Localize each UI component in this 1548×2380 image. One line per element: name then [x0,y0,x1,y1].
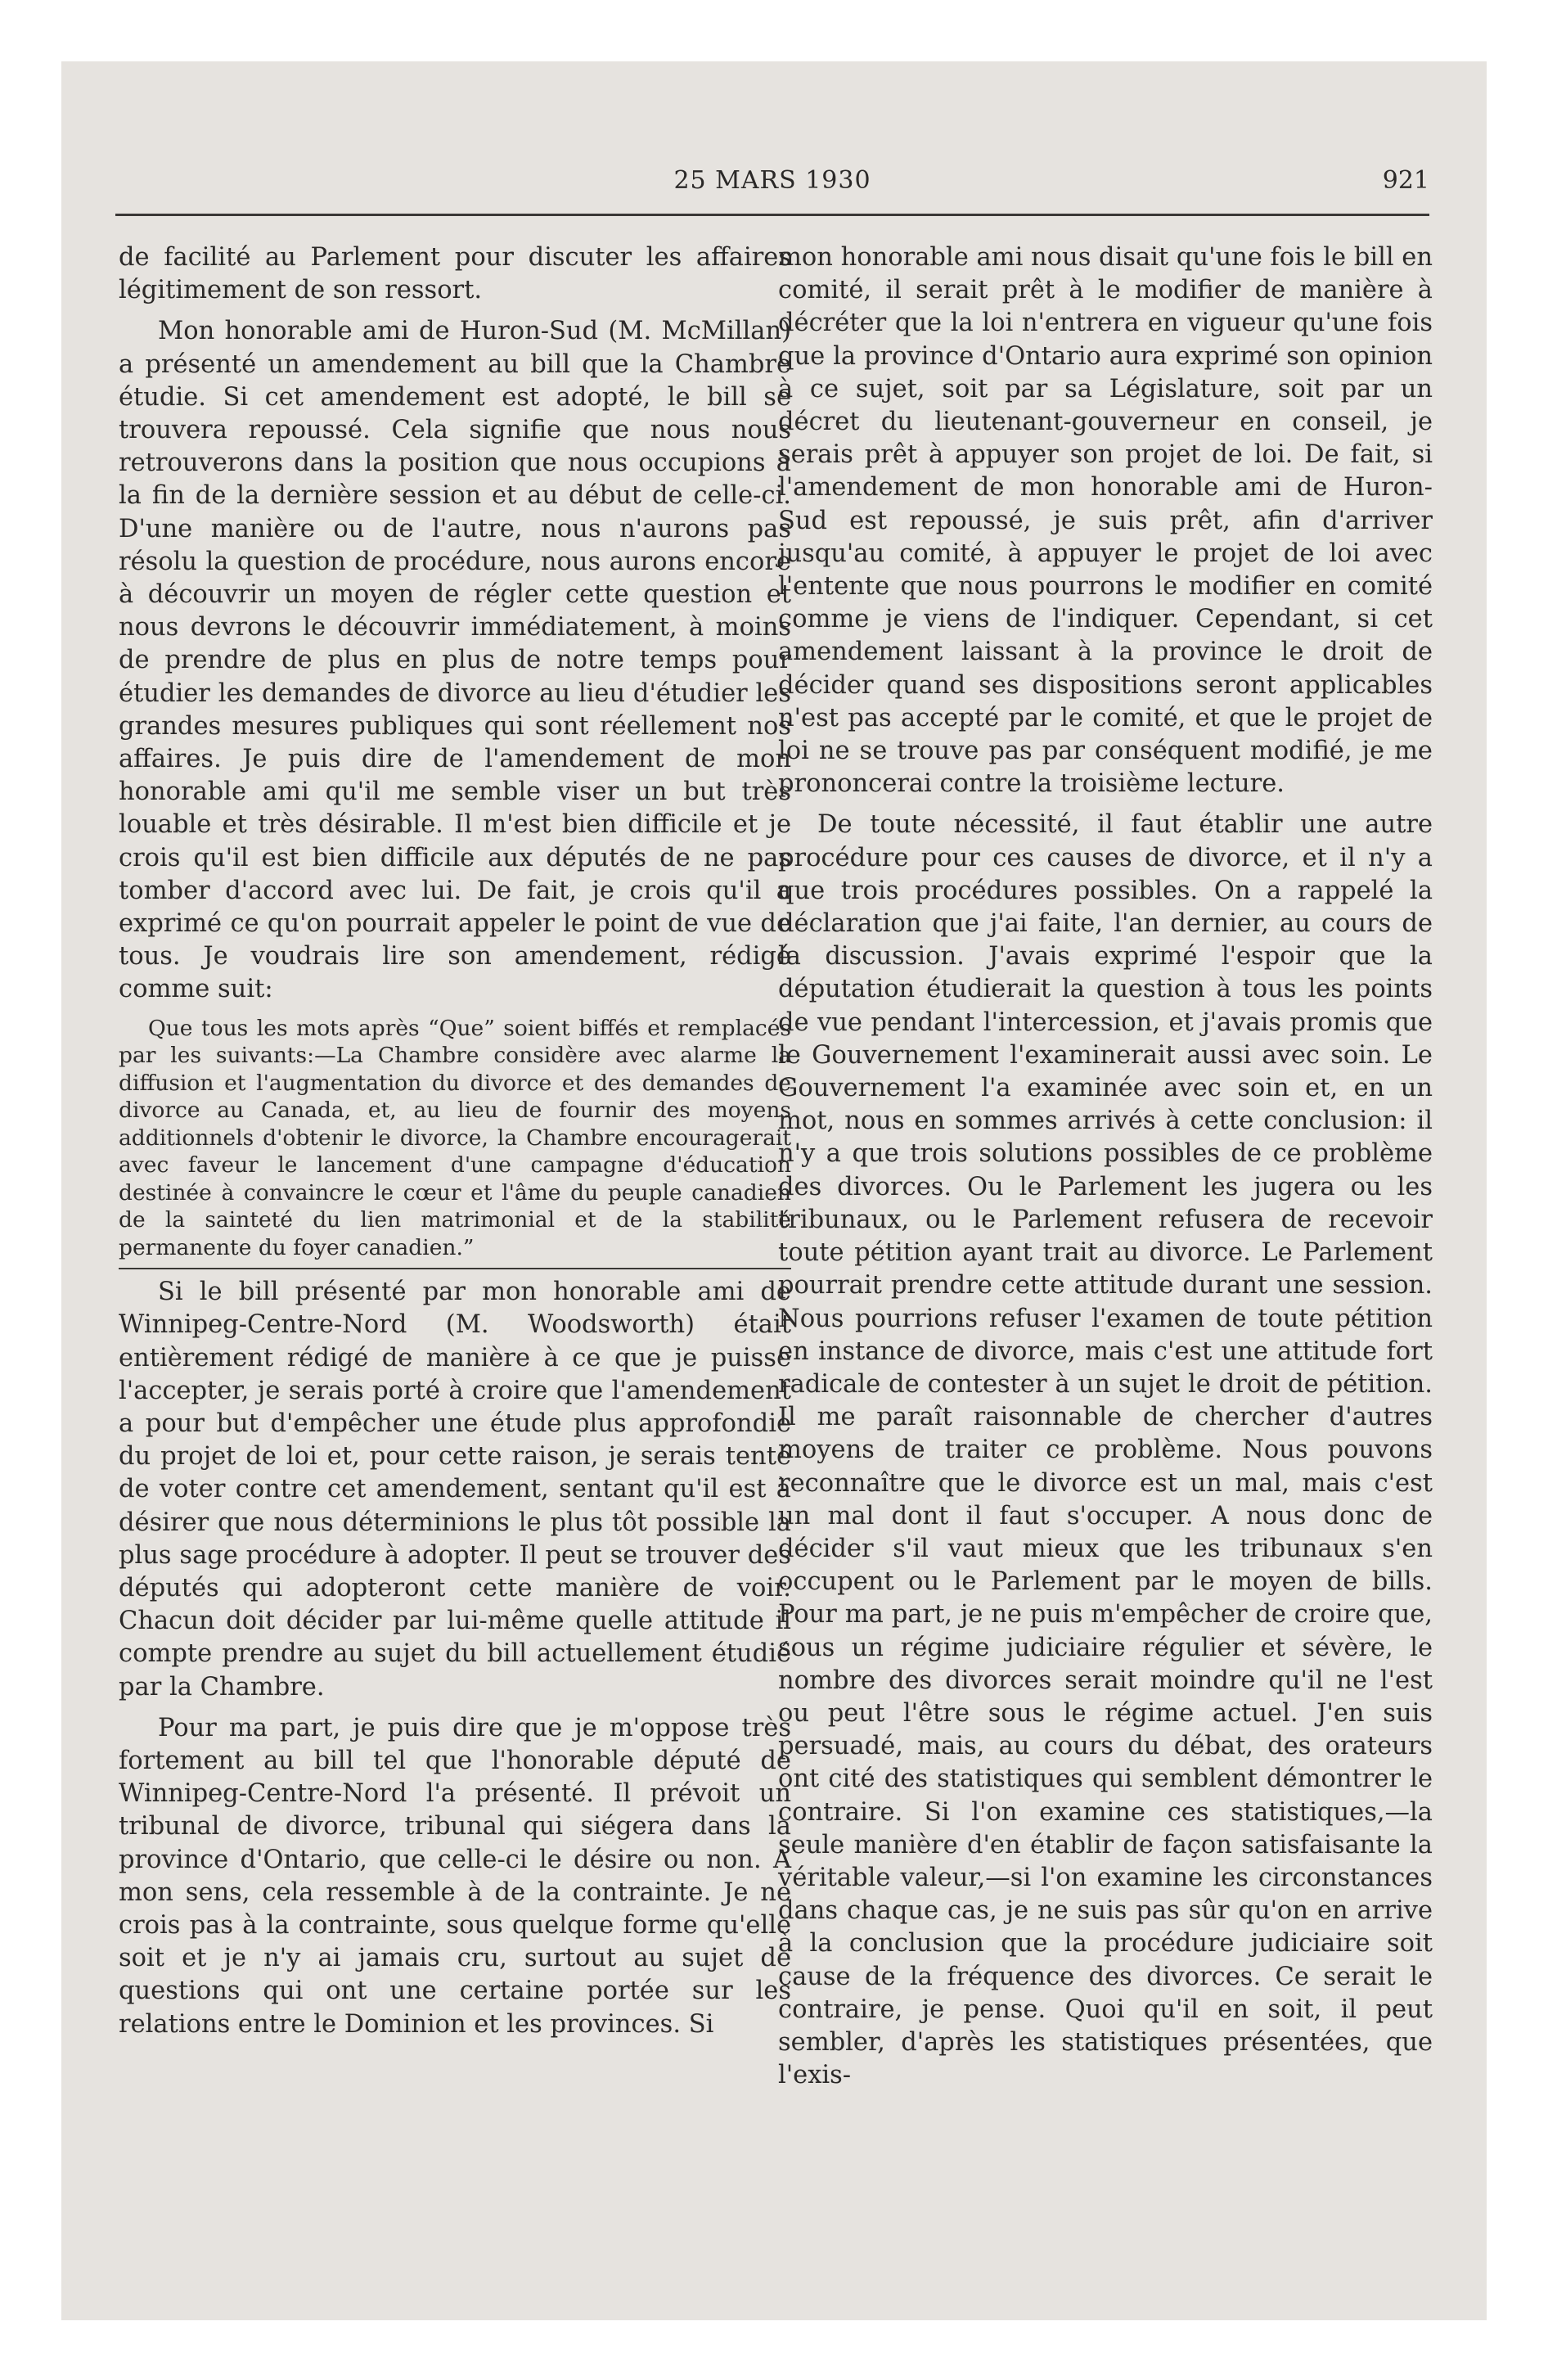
page-date: 25 MARS 1930 [673,166,871,195]
amendment-quote-text: Que tous les mots après “Que” soient biffés et remplacés par les suivants:—La Chambre considère avec alarme la diffusion et l'augmentation du divorce et des demandes de divorce au Canada, et, au lieu de fournir des moyens additionnels d'obtenir le divorce, la Chambre encouragerait avec faveur le lancement d'une campagne d'éducation destinée à convaincre le cœur et l'âme du peuple canadien de la sainteté du lien matrimonial et de la stabilité permanente du foyer canadien.” [119,1015,791,1260]
left-paragraph-1: de facilité au Parlement pour discuter les affaires légitimement de son ressort. [119,243,791,305]
left-paragraph-2: Mon honorable ami de Huron-Sud (M. McMillan) a présenté un amendement au bill que la Chambre étudie. Si cet amendement est adopté, le bill se trouvera repoussé. Cela signifie que nous nous retrouverons dans la position que nous occupions à la fin de la dernière session et au début de celle-ci. D'une manière ou de l'autre, nous n'aurons pas résolu la question de procédure, nous aurons encore à découvrir un moyen de régler cette question et nous devrons le découvrir immédiatement, à moins de prendre de plus en plus de notre temps pour étudier les demandes de divorce au lieu d'étudier les grandes mesures publiques qui sont réellement nos affaires. Je puis dire de l'amendement de mon honorable ami qu'il me semble viser un but très louable et très désirable. Il m'est bien difficile et je crois qu'il est bien difficile aux députés de ne pas tomber d'accord avec lui. De fait, je crois qu'il a exprimé ce qu'on pourrait appeler le point de vue de tous. Je voudrais lire son amendement, rédigé comme suit: [119,317,791,1004]
page-number: 921 [1382,166,1429,195]
header-rule [115,214,1429,216]
right-paragraph-2: De toute nécessité, il faut établir une autre procédure pour ces causes de divorce, et il n'y a que trois procédures possibles. On a rappelé la déclaration que j'ai faite, l'an dernier, au cours de la discussion. J'avais exprimé l'espoir que la députation étudierait la question à tous les points de vue pendant l'intercession, et j'avais promis que le Gouvernement l'examinerait aussi avec soin. Le Gouvernement l'a examinée avec soin et, en un mot, nous en sommes arrivés à cette conclusion: il n'y a que trois solutions possibles de ce problème des divorces. Ou le Parlement les jugera ou les tribunaux, ou le Parlement refusera de recevoir toute pétition ayant trait au divorce. Le Parlement pourrait prendre cette attitude durant une session. Nous pourrions refuser l'examen de toute pétition en instance de divorce, mais c'est une attitude fort radicale de contester à un sujet le droit de pétition. Il me paraît raisonnable de chercher d'autres moyens de traiter ce problème. Nous pouvons reconnaître que le divorce est un mal, mais c'est un mal dont il faut s'occuper. A nous donc de décider s'il vaut mieux que les tribunaux s'en occupent ou le Parlement par le moyen de bills. Pour ma part, je ne puis m'empêcher de croire que, sous un régime judiciaire régulier et sévère, le nombre des divorces serait moindre qu'il ne l'est ou peut l'être sous le régime actuel. J'en suis persuadé, mais, au cours du débat, des orateurs ont cité des statistiques qui semblent démontrer le contraire. Si l'on examine ces statistiques,—la seule manière d'en établir de façon satisfaisante la véritable valeur,—si l'on examine les circonstances dans chaque cas, je ne suis pas sûr qu'on en arrive à la conclusion que la procédure judiciaire soit cause de la fréquence des divorces. Ce serait le contraire, je pense. Quoi qu'il en soit, il peut sembler, d'après les statistiques présentées, que l'exis- [778,810,1433,2090]
amendment-quote [119,1015,791,1270]
left-paragraph-4: Pour ma part, je puis dire que je m'oppose très fortement au bill tel que l'honorable député de Winnipeg-Centre-Nord l'a présenté. Il prévoit un tribunal de divorce, tribunal qui siégera dans la province d'Ontario, que celle-ci le désire ou non. A mon sens, cela ressemble à de la contrainte. Je ne crois pas à la contrainte, sous quelque forme qu'elle soit et je n'y ai jamais cru, surtout au sujet de questions qui ont une certaine portée sur les relations entre le Dominion et les provinces. Si [119,1713,791,2039]
right-paragraph-1: mon honorable ami nous disait qu'une fois le bill en comité, il serait prêt à le modifier de manière à décréter que la loi n'entrera en vigueur qu'une fois que la province d'Ontario aura exprimé son opinion à ce sujet, soit par sa Législature, soit par un décret du lieutenant-gouverneur en conseil, je serais prêt à appuyer son projet de loi. De fait, si l'amendement de mon honorable ami de Huron-Sud est repoussé, je suis prêt, afin d'arriver jusqu'au comité, à appuyer le projet de loi avec l'entente que nous pourrons le modifier en comité comme je viens de l'indiquer. Cependant, si cet amendement laissant à la province le droit de décider quand ses dispositions seront applicables n'est pas accepté par le comité, et que le projet de loi ne se trouve pas par conséquent modifié, je me prononcerai contre la troisième lecture. [778,243,1433,799]
document-page [61,61,1487,2320]
page-header [115,166,1429,215]
right-column [778,241,1433,2100]
left-paragraph-3: Si le bill présenté par mon honorable ami de Winnipeg-Centre-Nord (M. Woodsworth) était entièrement rédigé de manière à ce que je puisse l'accepter, je serais porté à croire que l'amendement a pour but d'empêcher une étude plus approfondie du projet de loi et, pour cette raison, je serais tenté de voter contre cet amendement, sentant qu'il est à désirer que nous déterminions le plus tôt possible la plus sage procédure à adopter. Il peut se trouver des députés qui adopteront cette manière de voir. Chacun doit décider par lui-même quelle attitude il compte prendre au sujet du bill actuellement étudié par la Chambre. [119,1278,791,1702]
left-column [119,241,791,2049]
